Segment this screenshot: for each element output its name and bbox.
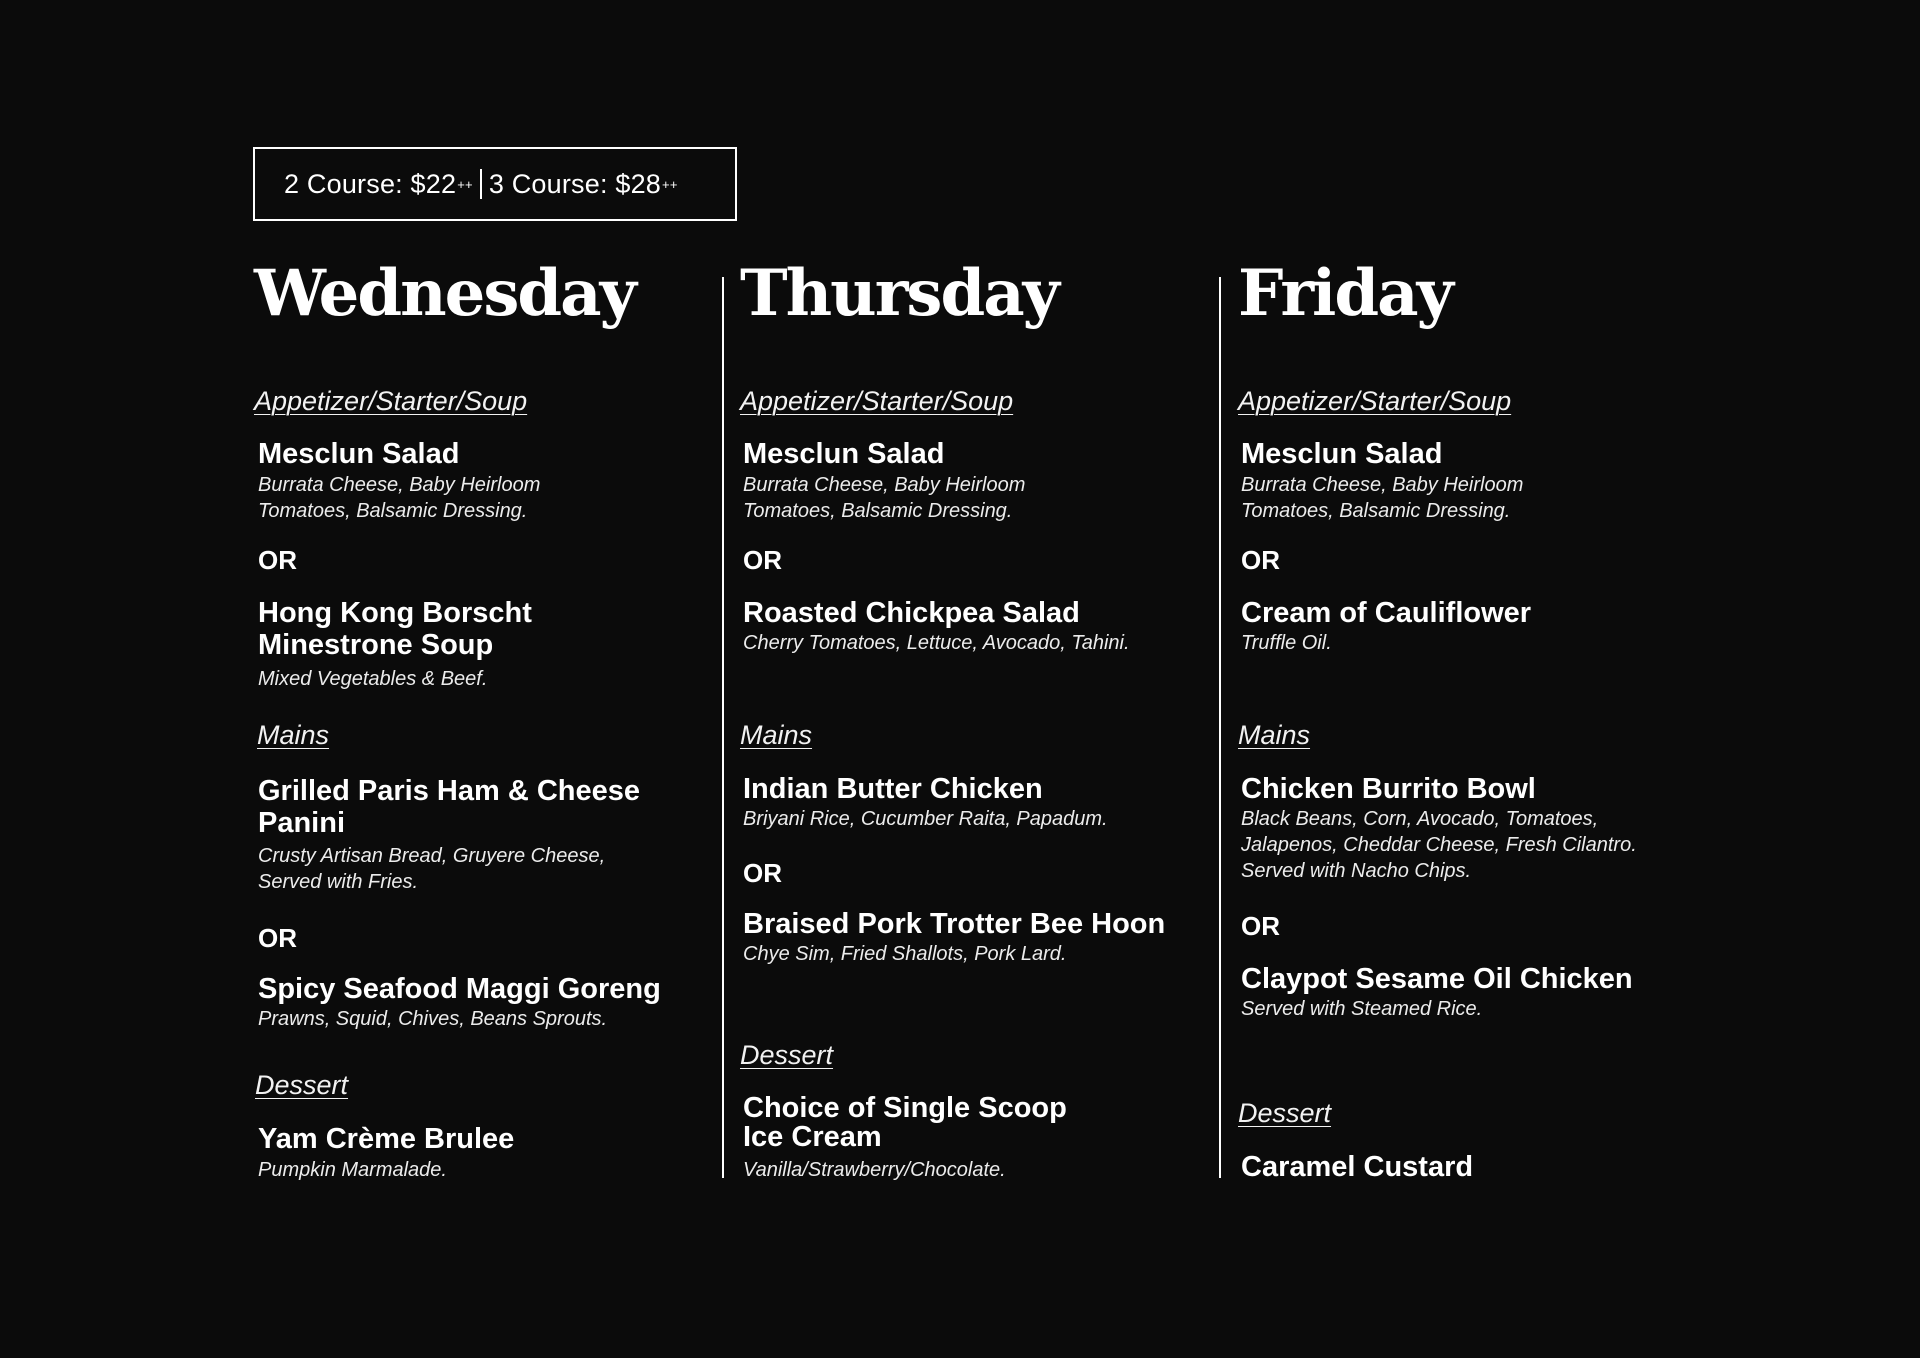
day-title: Wednesday xyxy=(254,256,635,331)
appetizer-section-header: Appetizer/Starter/Soup xyxy=(1238,386,1512,416)
mains-section-header: Mains xyxy=(257,720,330,750)
or-separator: OR xyxy=(743,858,782,888)
dish-name: Claypot Sesame Oil Chicken xyxy=(1241,963,1633,995)
dish-name: Mesclun Salad xyxy=(1241,438,1443,470)
dish-description: Burrata Cheese, Baby Heirloom Tomatoes, Balsamic Dressing. xyxy=(1241,474,1524,522)
dish-name: Choice of Single Scoop Ice Cream xyxy=(743,1092,1067,1153)
dish-name: Indian Butter Chicken xyxy=(743,773,1043,805)
dish-description: Crusty Artisan Bread, Gruyere Cheese, Served with Fries. xyxy=(258,845,606,893)
dish-name: Roasted Chickpea Salad xyxy=(743,597,1080,629)
dish-name: Cream of Cauliflower xyxy=(1241,597,1532,629)
dish-description: Burrata Cheese, Baby Heirloom Tomatoes, Balsamic Dressing. xyxy=(258,474,541,522)
three-course-price-suffix: ++ xyxy=(662,176,678,192)
day-title: Thursday xyxy=(740,256,1058,331)
dish-name: Spicy Seafood Maggi Goreng xyxy=(258,973,661,1005)
mains-section-header: Mains xyxy=(740,720,813,750)
dish-name: Mesclun Salad xyxy=(258,438,460,470)
or-separator: OR xyxy=(258,923,297,953)
dish-name: Mesclun Salad xyxy=(743,438,945,470)
dish-description: Burrata Cheese, Baby Heirloom Tomatoes, Balsamic Dressing. xyxy=(743,474,1026,522)
price-separator xyxy=(480,169,482,199)
column-divider-1 xyxy=(722,277,724,1178)
dish-description: Cherry Tomatoes, Lettuce, Avocado, Tahini. xyxy=(743,632,1130,654)
dish-name: Yam Crème Brulee xyxy=(258,1123,515,1155)
or-separator: OR xyxy=(1241,545,1280,575)
dessert-section-header: Dessert xyxy=(1238,1098,1332,1128)
dish-name: Hong Kong Borscht Minestrone Soup xyxy=(258,597,532,661)
two-course-price-suffix: ++ xyxy=(457,176,473,192)
dish-description: Black Beans, Corn, Avocado, Tomatoes, Jalapenos, Cheddar Cheese, Fresh Cilantro. Served with Nacho Chips. xyxy=(1241,808,1637,882)
dish-description: Served with Steamed Rice. xyxy=(1241,998,1483,1020)
dish-description: Briyani Rice, Cucumber Raita, Papadum. xyxy=(743,808,1108,830)
appetizer-section-header: Appetizer/Starter/Soup xyxy=(740,386,1014,416)
dish-name: Grilled Paris Ham & Cheese Panini xyxy=(258,775,640,839)
or-separator: OR xyxy=(258,545,297,575)
three-course-price: 3 Course: $28 xyxy=(488,168,662,199)
dish-name: Chicken Burrito Bowl xyxy=(1241,773,1536,805)
or-separator: OR xyxy=(1241,911,1280,941)
dessert-section-header: Dessert xyxy=(255,1070,349,1100)
two-course-price: 2 Course: $22 xyxy=(284,168,457,199)
dish-name: Caramel Custard xyxy=(1241,1151,1474,1183)
dish-description: Prawns, Squid, Chives, Beans Sprouts. xyxy=(258,1008,608,1030)
dish-description: Chye Sim, Fried Shallots, Pork Lard. xyxy=(743,943,1067,965)
dish-description: Mixed Vegetables & Beef. xyxy=(258,668,488,690)
column-divider-2 xyxy=(1219,277,1221,1178)
dish-description: Vanilla/Strawberry/Chocolate. xyxy=(743,1159,1006,1181)
dessert-section-header: Dessert xyxy=(740,1040,834,1070)
appetizer-section-header: Appetizer/Starter/Soup xyxy=(254,386,528,416)
mains-section-header: Mains xyxy=(1238,720,1311,750)
dish-description: Truffle Oil. xyxy=(1241,632,1332,654)
day-title: Friday xyxy=(1238,256,1452,331)
dish-name: Braised Pork Trotter Bee Hoon xyxy=(743,908,1166,940)
course-pricing-box xyxy=(253,147,737,221)
dish-description: Pumpkin Marmalade. xyxy=(258,1159,447,1181)
or-separator: OR xyxy=(743,545,782,575)
